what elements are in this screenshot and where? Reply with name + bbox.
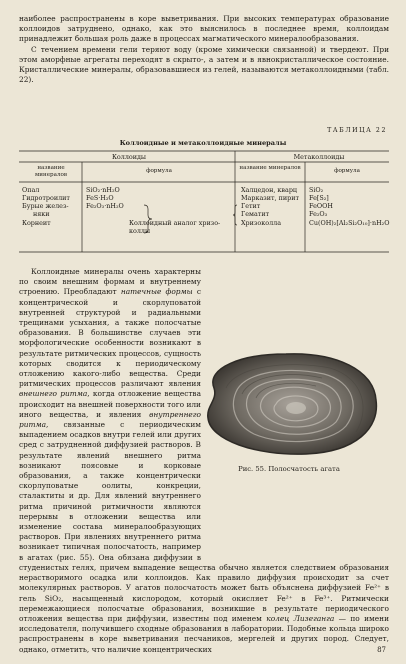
col-header-name-right: название минералов (239, 165, 301, 171)
text-run: , когда отложение вещества происходит на внешней поверхности того или иного вещества, и явления (19, 389, 201, 419)
paragraph-1: наиболее распространены в коре выветривания. При высоких температурах образование коллоидов затруднено, однако, как это выяснилось в последнее время, коллоидам принадлежит большая роль даже в процессах магматического минералообразования. (19, 14, 389, 44)
right-name-2: Гетит (241, 202, 261, 210)
text-run: — по имени исследователя, получившего сходные образования в лаборатории. Подобные кольца широко распространены в коре выветривания песчаников, мергелей и других пород. Следует, однако, отметить, что наличие концентрических (19, 613, 389, 654)
left-name-0: Опал (22, 186, 40, 194)
left-formula-1: FeS·H₂O (86, 194, 114, 202)
left-formula-0: SiO₂·nH₂O (86, 186, 120, 194)
col-header-formula-right: формула (334, 168, 360, 174)
left-name-2: Бурые желез- (22, 202, 69, 210)
main-text (19, 267, 389, 655)
emphasis-text: колец Лизеганга (266, 613, 335, 623)
left-name-1: Гидротроилит (22, 194, 70, 202)
minerals-table (19, 150, 389, 253)
text-run: Коллоидные минералы очень характерны по своим внешним формам и внутреннему строению. Преобладают (19, 267, 201, 297)
intro-text (19, 14, 389, 85)
table-title: Коллоидные и метаколлоидные минералы (119, 139, 287, 147)
col-header-formula: формула (146, 168, 172, 174)
agate-photo (196, 348, 382, 458)
group-colloids: Коллоиды (111, 153, 147, 161)
right-formula-4: Cu(OH)₂[Al₂Si₂O₁₀]·nH₂O (309, 219, 390, 227)
paragraph-2: С течением времени гели теряют воду (кроме химически связанной) и твердеют. При этом аморфные агрегаты переходят в скрыто-, а затем и в явнокристаллическое состояние. Кристаллические минералы, образовавшиеся из гелей, называются метаколлоидными (табл. 22). (19, 44, 389, 85)
emphasis-text: натечные формы (120, 287, 193, 297)
left-formula-4: Коллоидный аналог хризо- (129, 219, 221, 227)
group-metacolloids: Метаколлоиды (293, 153, 345, 161)
agate-figure (196, 348, 382, 458)
right-formula-3: Fe₂O₃ (309, 210, 328, 218)
table-label: ТАБЛИЦА 22 (327, 127, 387, 134)
text-run: , связанные с периодическим выпадением осадков внутри гелей или других сред с затрудненной диффузией растворов. В результате явлений внешнего ритма возникают поясовые и корковые образования, а также концентрически скорлуповатые оолиты, конкреции, сталактиты и др. Для явлений внутреннего ритма причиной ритмичности являются перерывы в отложении вещества или изменение состава минералообразующих растворов. При явлениях внутреннего ритма возникает типичная полосчатость, например в агатах (рис. 55). Она обязана диффузии в студенистых гелях, причем выпадение вещества обычно является следствием образования нерастворимого осадка или коллоидов. Как правило диффузия происходит за счет молекулярных растворов. У агатов полосчатость может быть объяснена диффузией Fe²⁺ в гель SiO₂, насыщенный кислородом, который окисляет Fe²⁺ в Fe³⁺. Ритмически перемежающиеся полосчатые образования, возникшие в результате периодического отложения вещества при диффузии, известны под именем (19, 420, 389, 623)
right-formula-0: SiO₂ (309, 186, 324, 194)
left-name-4: Корнеит (22, 219, 51, 227)
right-formula-2: FeOOH (309, 202, 333, 210)
left-formula-2: Fe₂O₃·nH₂O (86, 202, 124, 210)
right-name-4: Хризоколла (241, 219, 282, 227)
emphasis-text: внутреннего ритма (19, 409, 201, 430)
right-formula-1: Fe[S₂] (309, 194, 329, 202)
right-name-0: Халцедон, кварц (241, 186, 298, 194)
page-number: 87 (377, 646, 386, 654)
right-name-1: Марказит, пирит (241, 194, 299, 202)
emphasis-text: внешнего ритма (19, 389, 88, 399)
col-header-name: название минералов (34, 165, 68, 178)
figure-caption: Рис. 55. Полосчатость агата (238, 465, 340, 473)
left-name-3: няки (33, 210, 50, 218)
right-name-3: Гематит (241, 210, 270, 218)
left-formula-5: коллы (129, 227, 151, 235)
text-run: с концентрической и скорлуповатой внутренней структурой и радиальными трещинами усыхания, а также полосчатые образования. В большинстве случаев эти морфологические особенности возникают в результате ритмических процессов, сущность которых сводится к периодическому отложению какого-либо вещества. Среди ритмических процессов различают явления (19, 287, 201, 389)
